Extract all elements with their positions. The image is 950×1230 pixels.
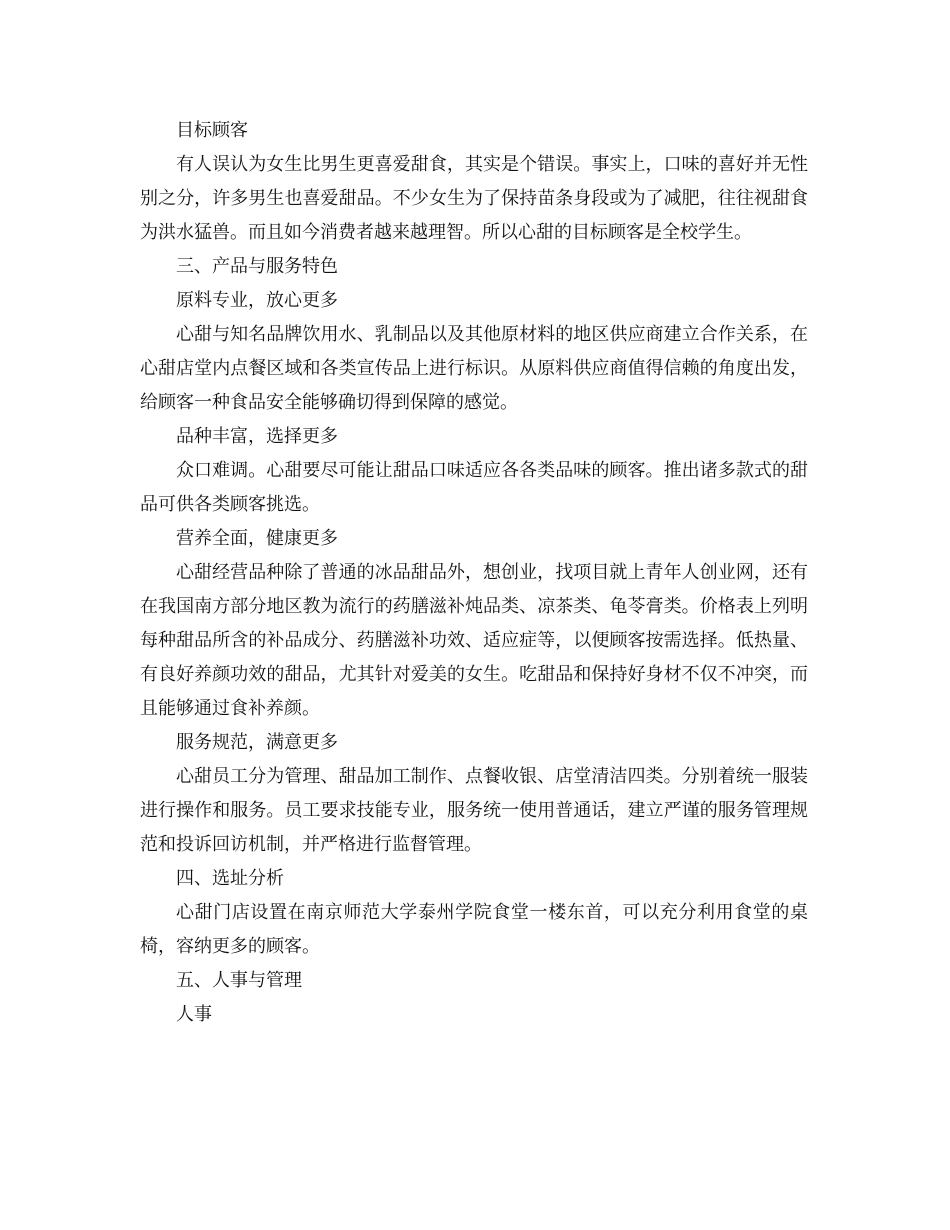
paragraph-nutrition: 心甜经营品种除了普通的冰品甜品外，想创业，找项目就上青年人创业网，还有在我国南方部分地区教为流行的药膳滋补炖品类、凉茶类、龟苓膏类。价格表上列明每种甜品所含的补品成分、药膳滋补功效、适应症等，以便顾客按需选择。低热量、有良好养颜功效的甜品，尤其针对爱美的女生。吃甜品和保持好身材不仅不冲突，而且能够通过食补养颜。 bbox=[140, 562, 808, 719]
section-heading-location: 四、选址分析 bbox=[176, 868, 284, 889]
subheading-ingredients: 原料专业，放心更多 bbox=[176, 290, 338, 311]
document-body bbox=[140, 114, 808, 1032]
paragraph-service: 心甜员工分为管理、甜品加工制作、点餐收银、店堂清洁四类。分别着统一服装进行操作和服务。员工要求技能专业，服务统一使用普通话，建立严谨的服务管理规范和投诉回访机制，并严格进行监督管理。 bbox=[140, 766, 808, 855]
subheading-personnel: 人事 bbox=[176, 1004, 212, 1025]
paragraph-location: 心甜门店设置在南京师范大学泰州学院食堂一楼东首，可以充分利用食堂的桌椅，容纳更多的顾客。 bbox=[140, 902, 808, 957]
subheading-variety: 品种丰富，选择更多 bbox=[176, 426, 338, 447]
section-heading-personnel: 五、人事与管理 bbox=[176, 970, 302, 991]
subheading-nutrition: 营养全面，健康更多 bbox=[176, 528, 338, 549]
section-heading-products-services: 三、产品与服务特色 bbox=[176, 256, 338, 277]
subheading-service: 服务规范，满意更多 bbox=[176, 732, 338, 753]
paragraph-ingredients: 心甜与知名品牌饮用水、乳制品以及其他原材料的地区供应商建立合作关系，在心甜店堂内点餐区域和各类宣传品上进行标识。从原料供应商值得信赖的角度出发，给顾客一种食品安全能够确切得到保障的感觉。 bbox=[140, 324, 808, 413]
heading-target-customers: 目标顾客 bbox=[176, 120, 248, 141]
paragraph-target-customers: 有人误认为女生比男生更喜爱甜食，其实是个错误。事实上，口味的喜好并无性别之分，许多男生也喜爱甜品。不少女生为了保持苗条身段或为了减肥，往往视甜食为洪水猛兽。而且如今消费者越来越理智。所以心甜的目标顾客是全校学生。 bbox=[140, 154, 808, 243]
paragraph-variety: 众口难调。心甜要尽可能让甜品口味适应各各类品味的顾客。推出诸多款式的甜品可供各类顾客挑选。 bbox=[140, 460, 808, 515]
